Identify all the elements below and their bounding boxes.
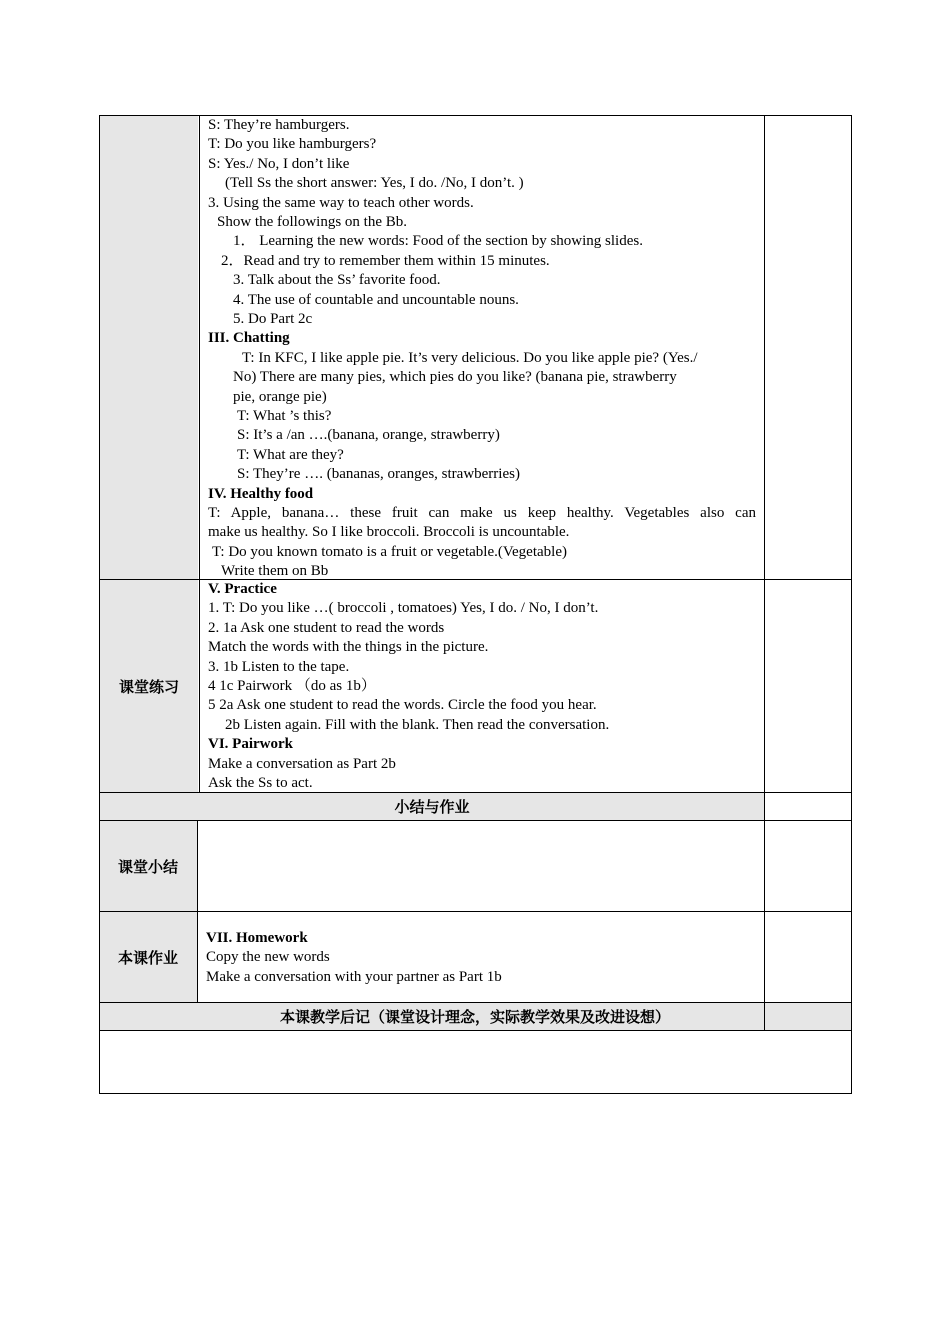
text-line: Ask the Ss to act. (208, 775, 313, 791)
text-line: 5. Do Part 2c (233, 311, 313, 327)
text-line: T: Apple, banana… these fruit can make us keep healthy. Vegetables also can (208, 505, 756, 521)
reflection-header: 本课教学后记（课堂设计理念，实际教学效果及改进设想） (279, 1007, 670, 1026)
homework-label: 本课作业 (117, 948, 178, 967)
text-line: Show the followings on the Bb. (217, 214, 407, 230)
class-summary-body (198, 821, 764, 911)
text-line: 1. T: Do you like …( broccoli , tomatoes) Yes, I do. / No, I don’t. (208, 600, 599, 617)
practice-body (200, 580, 764, 792)
text-line: T: In KFC, I like apple pie. It’s very delicious. Do you like apple pie? (Yes./ (242, 349, 698, 366)
lesson-body (200, 116, 764, 579)
text-line: Make a conversation with your partner as Part 1b (206, 968, 502, 985)
text-line: Copy the new words (206, 949, 330, 966)
text-line: 3. Using the same way to teach other words. (208, 194, 474, 211)
text-line: S: It’s a /an ….(banana, orange, strawberry) (237, 427, 500, 444)
text-line: 1． Learning the new words: Food of the section by showing slides. (233, 233, 643, 250)
section-heading: IV. Healthy food (208, 485, 314, 502)
text-line: 3. 1b Listen to the tape. (208, 658, 350, 675)
text-line: No) There are many pies, which pies do you like? (banana pie, strawberry (233, 369, 677, 386)
text-line: Write them on Bb (221, 563, 329, 580)
text-line: 3. Talk about the Ss’ favorite food. (233, 272, 441, 289)
text-line: S: They’re hamburgers. (208, 117, 350, 133)
text-line: Make a conversation as Part 2b (208, 755, 396, 772)
section-heading: III. Chatting (208, 330, 290, 347)
homework-body (198, 912, 764, 1002)
text-line: T: Do you like hamburgers? (208, 136, 377, 153)
text-line: 2. 1a Ask one student to read the words (208, 619, 445, 636)
text-line: 4. The use of countable and uncountable nouns. (233, 291, 519, 308)
text-line: S: They’re …. (bananas, oranges, strawberries) (237, 466, 520, 483)
text-line: T: What are they? (237, 446, 344, 463)
class-summary-label: 课堂小结 (117, 857, 178, 876)
reflection-body (100, 1031, 851, 1093)
text-line: 2．Read and try to remember them within 15 minutes. (221, 252, 550, 269)
text-line: 2b Listen again. Fill with the blank. Then read the conversation. (225, 716, 610, 733)
text-line: T: What ’s this? (237, 408, 332, 424)
text-line: T: Do you known tomato is a fruit or vegetable.(Vegetable) (212, 543, 567, 560)
text-line: pie, orange pie) (233, 388, 327, 405)
summary-header: 小结与作业 (394, 797, 470, 816)
text-line: (Tell Ss the short answer: Yes, I do. /No, I don’t. ) (225, 175, 524, 192)
text-line: 4 1c Pairwork （do as 1b） (208, 678, 376, 694)
section-heading: V. Practice (208, 581, 277, 597)
practice-label: 课堂练习 (118, 677, 179, 696)
text-line: make us healthy. So I like broccoli. Broccoli is uncountable. (208, 524, 570, 541)
text-line: S: Yes./ No, I don’t like (208, 155, 350, 172)
text-line: Match the words with the things in the picture. (208, 639, 489, 656)
section-heading: VI. Pairwork (208, 736, 293, 753)
section-heading: VII. Homework (206, 930, 308, 946)
text-line: 5 2a Ask one student to read the words. Circle the food you hear. (208, 697, 597, 714)
